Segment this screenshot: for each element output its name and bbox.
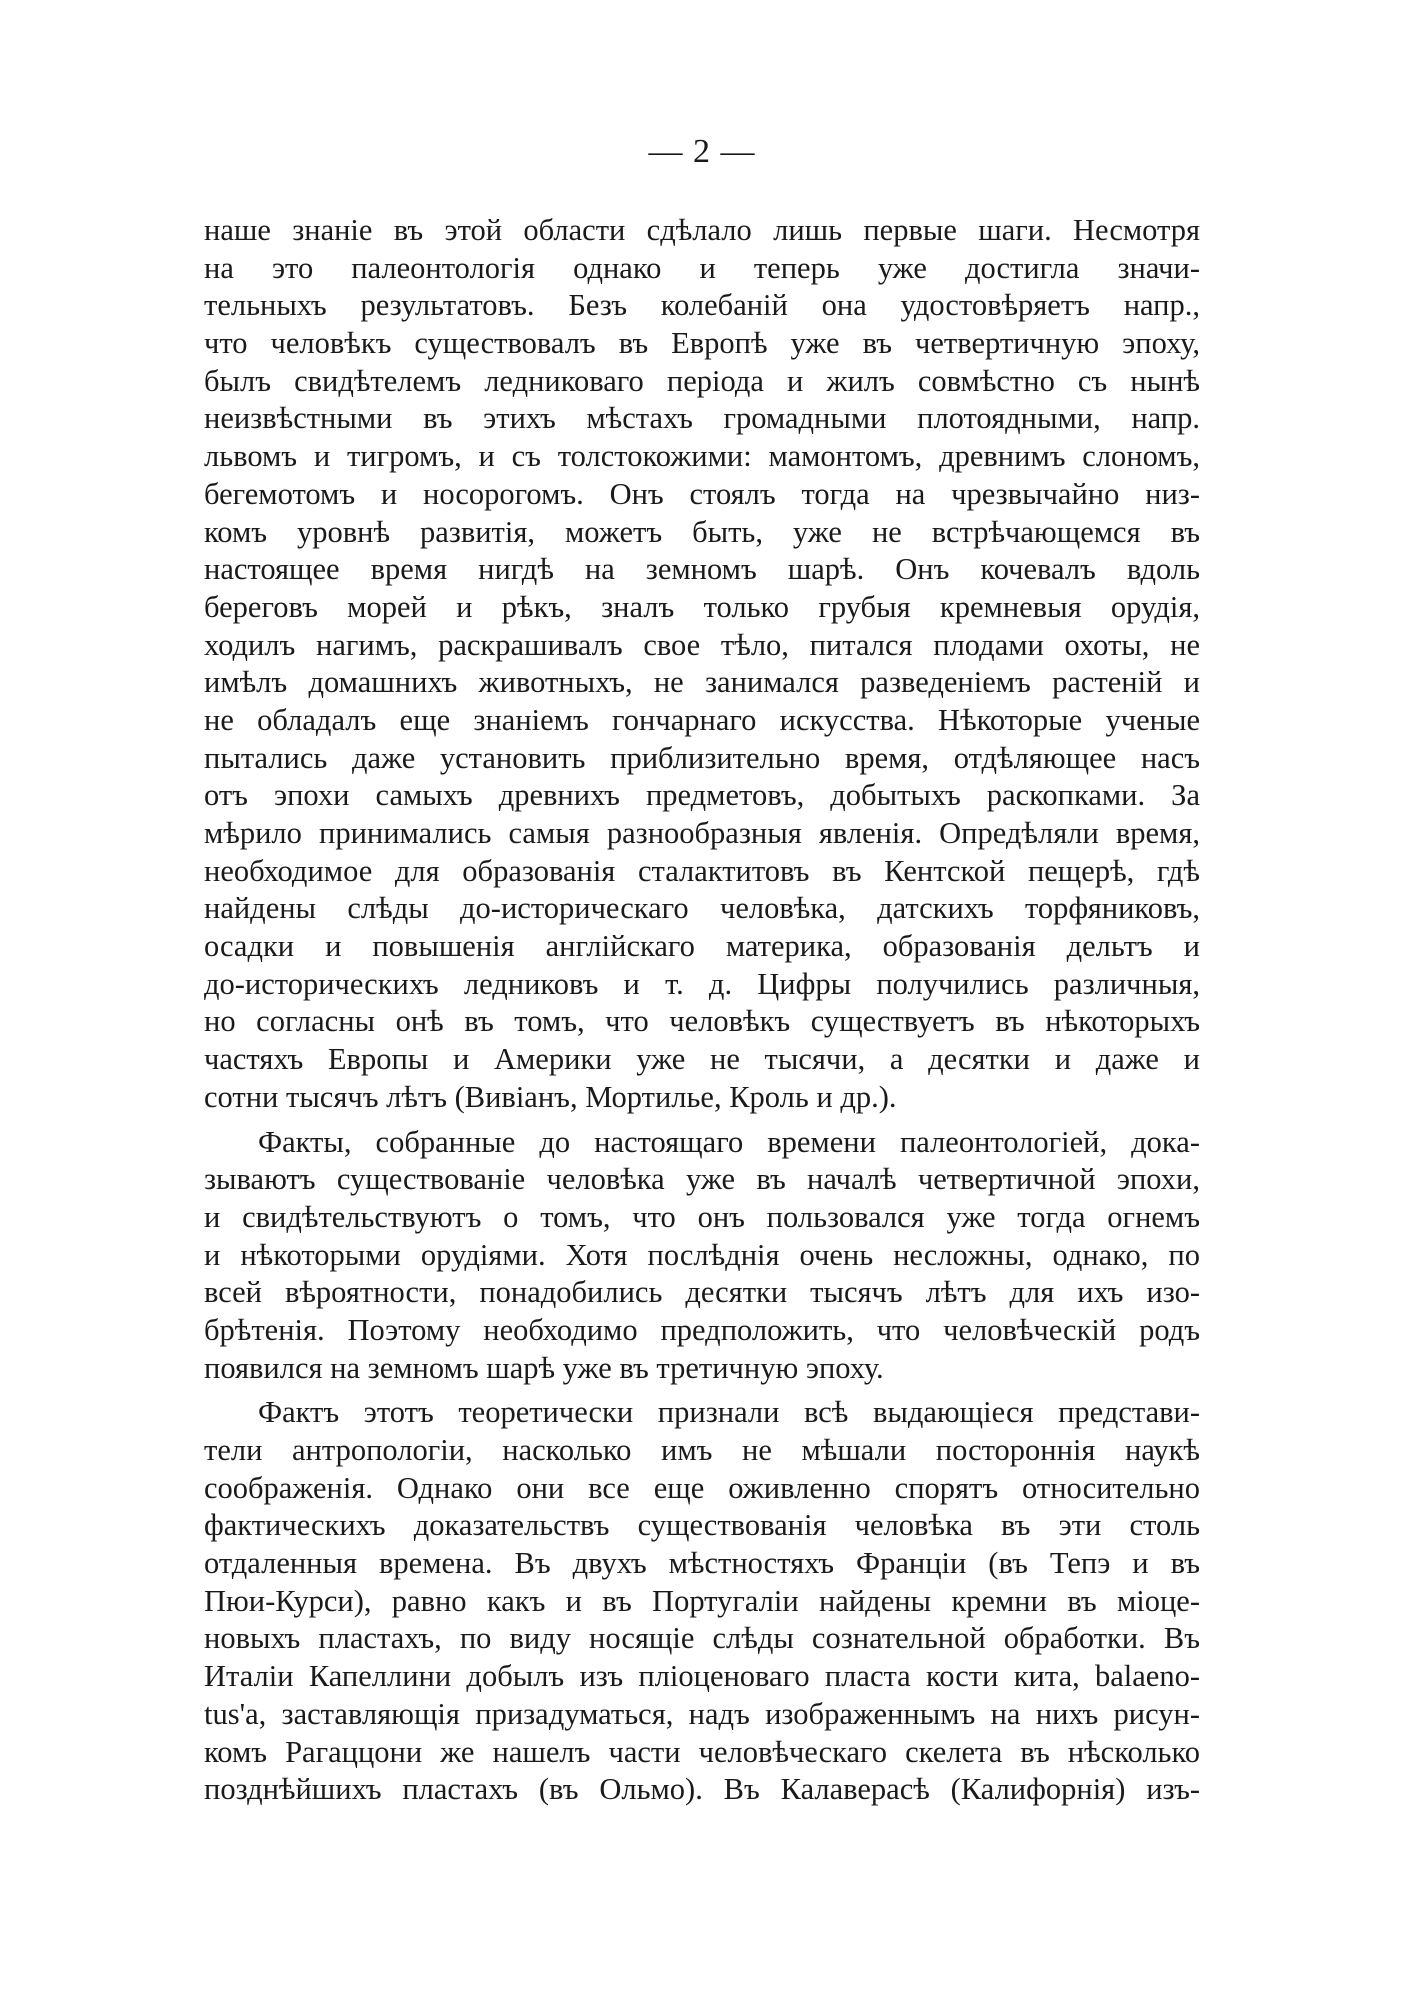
text-line: отдаленныя времена. Въ двухъ мѣстностяхъ Франціи (въ Тепэ и въ	[204, 1546, 1200, 1581]
text-line: настоящее время нигдѣ на земномъ шарѣ. Онъ кочевалъ вдоль	[204, 552, 1200, 587]
paragraph-gap	[204, 1117, 1200, 1124]
text-line: бегемотомъ и носорогомъ. Онъ стоялъ тогда на чрезвычайно низ-	[204, 476, 1200, 511]
body-text	[204, 212, 1200, 1809]
text-line: былъ свидѣтелемъ ледниковаго періода и жилъ совмѣстно съ нынѣ	[204, 363, 1200, 398]
text-line: Фактъ этотъ теоретически признали всѣ выдающіеся представи-	[258, 1395, 1200, 1430]
text-line: береговъ морей и рѣкъ, зналъ только грубыя кремневыя орудія,	[204, 589, 1200, 624]
text-line: найдены слѣды до-историческаго человѣка, датскихъ торфяниковъ,	[204, 891, 1200, 926]
text-line: Пюи-Курси), равно какъ и въ Португаліи найдены кремни въ міоце-	[204, 1583, 1200, 1618]
paragraph-1	[204, 212, 1200, 1117]
text-line: Италіи Капеллини добылъ изъ пліоценоваго пласта кости кита, balaeno-	[204, 1659, 1200, 1694]
text-line: соображенія. Однако они все еще оживленно спорятъ относительно	[204, 1470, 1200, 1505]
text-line: зываютъ существованіе человѣка уже въ началѣ четвертичной эпохи,	[204, 1162, 1200, 1197]
paragraph-2	[204, 1124, 1200, 1388]
text-line: отъ эпохи самыхъ древнихъ предметовъ, добытыхъ раскопками. За	[204, 778, 1200, 813]
text-line: комъ Рагаццони же нашелъ части человѣческаго скелета въ нѣсколько	[204, 1734, 1200, 1769]
text-line: Факты, собранные до настоящаго времени палеонтологіей, дока-	[258, 1124, 1200, 1159]
text-line: мѣрило принимались самыя разнообразныя явленія. Опредѣляли время,	[204, 816, 1200, 850]
paragraph-gap	[204, 1387, 1200, 1394]
text-line: частяхъ Европы и Америки уже не тысячи, а десятки и даже и	[204, 1042, 1200, 1077]
text-line: но согласны онѣ въ томъ, что человѣкъ существуетъ въ нѣкоторыхъ	[204, 1004, 1200, 1039]
text-line: tus'а, заставляющія призадуматься, надъ изображеннымъ на нихъ рисун-	[204, 1696, 1200, 1731]
text-line: всей вѣроятности, понадобились десятки тысячъ лѣтъ для ихъ изо-	[204, 1275, 1200, 1310]
text-line: осадки и повышенія англійскаго материка, образованія дельтъ и	[204, 929, 1200, 964]
text-line: неизвѣстными въ этихъ мѣстахъ громадными плотоядными, напр.	[204, 401, 1200, 436]
text-line: наше знаніе въ этой области сдѣлало лишь первые шаги. Несмотря	[204, 213, 1200, 247]
text-line: комъ уровнѣ развитія, можетъ быть, уже не встрѣчающемся въ	[204, 514, 1200, 549]
text-line: что человѣкъ существовалъ въ Европѣ уже въ четвертичную эпоху,	[204, 326, 1200, 361]
text-line: и свидѣтельствуютъ о томъ, что онъ пользовался уже тогда огнемъ	[204, 1199, 1200, 1234]
text-line: ходилъ нагимъ, раскрашивалъ свое тѣло, питался плодами охоты, не	[204, 627, 1200, 662]
text-line: позднѣйшихъ пластахъ (въ Ольмо). Въ Калаверасѣ (Калифорнія) изъ-	[204, 1772, 1200, 1807]
text-line: тели антропологіи, насколько имъ не мѣшали постороннія наукѣ	[204, 1433, 1200, 1467]
text-line: новыхъ пластахъ, по виду носящіе слѣды сознательной обработки. Въ	[204, 1621, 1200, 1656]
text-line: до-историческихъ ледниковъ и т. д. Цифры получились различныя,	[204, 966, 1200, 1001]
text-line: львомъ и тигромъ, и съ толстокожими: мамонтомъ, древнимъ слономъ,	[204, 439, 1200, 474]
page-number: — 2 —	[648, 133, 756, 170]
text-line: тельныхъ результатовъ. Безъ колебаній она удостовѣряетъ напр.,	[204, 288, 1200, 323]
text-line: не обладалъ еще знаніемъ гончарнаго искусства. Нѣкоторые ученые	[204, 702, 1200, 737]
text-line: и нѣкоторыми орудіями. Хотя послѣднія очень несложны, однако, по	[204, 1237, 1200, 1272]
text-line: сотни тысячъ лѣтъ (Вивіанъ, Мортилье, Кроль и др.).	[204, 1079, 897, 1114]
paragraph-3	[204, 1394, 1200, 1809]
text-line: фактическихъ доказательствъ существованія человѣка въ эти столь	[204, 1508, 1200, 1543]
text-line: брѣтенія. Поэтому необходимо предположить, что человѣческій родъ	[204, 1312, 1200, 1347]
text-line: на это палеонтологія однако и теперь уже достигла значи-	[204, 250, 1200, 285]
text-line: необходимое для образованія сталактитовъ въ Кентской пещерѣ, гдѣ	[204, 853, 1200, 888]
text-line: появился на земномъ шарѣ уже въ третичную эпоху.	[204, 1350, 884, 1385]
text-line: имѣлъ домашнихъ животныхъ, не занимался разведеніемъ растеній и	[204, 665, 1200, 700]
text-line: пытались даже установить приблизительно время, отдѣляющее насъ	[204, 740, 1200, 775]
